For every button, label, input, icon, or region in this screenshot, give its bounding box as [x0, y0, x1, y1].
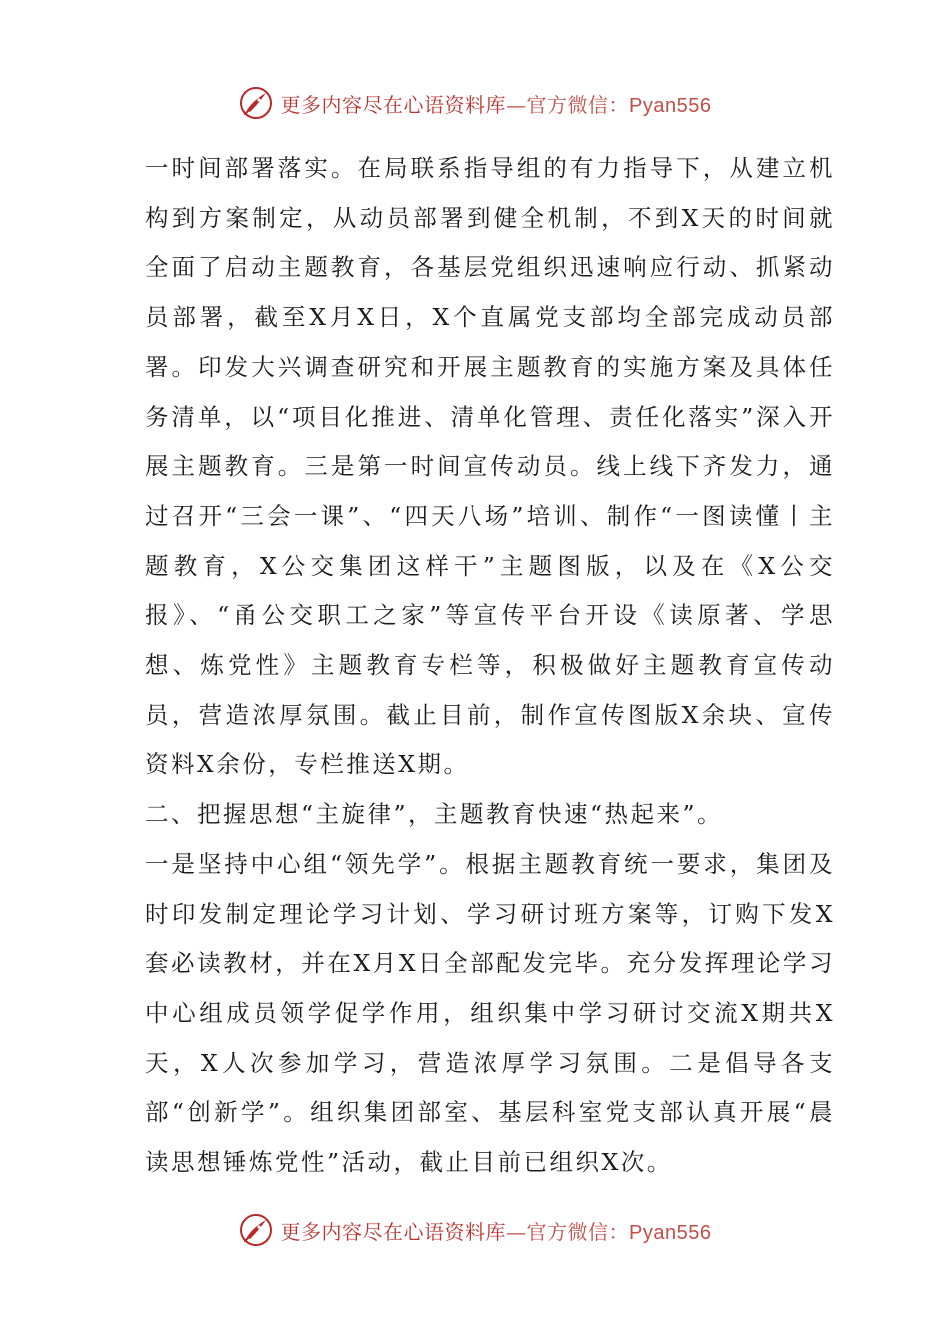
- header-banner-content: [239, 86, 712, 120]
- banner-wechat-label: 官方微信：: [526, 92, 630, 117]
- header-banner-text: [281, 89, 712, 118]
- footer-banner-content: [239, 1213, 712, 1247]
- paragraph-3: 一是坚持中心组“领先学”。根据主题教育统一要求，集团及时印发制定理论学习计划、学习研讨班方案等，订购下发X套必读教材，并在X月X日全部配发完毕。充分发挥理论学习中心组成员领学促学作用，组织集中学习研讨交流X期共X天，X人次参加学习，营造浓厚学习氛围。二是倡导各支部“创新学”。组织集团部室、基层科室党支部认真开展“晨读思想锤炼党性”活动，截止目前已组织X次。: [145, 849, 835, 1177]
- pen-nib-logo-icon: [239, 86, 273, 120]
- banner-wechat-id: Pyan556: [629, 94, 712, 117]
- footer-banner: [0, 1210, 950, 1250]
- banner-wechat-label: 官方微信：: [526, 1219, 630, 1244]
- banner-brand-text: 更多内容尽在心语资料库: [280, 1219, 507, 1244]
- pen-nib-logo-icon: [239, 1213, 273, 1247]
- document-body: [145, 144, 835, 1188]
- paragraph-1: 一时间部署落实。在局联系指导组的有力指导下，从建立机构到方案制定，从动员部署到健全机制，不到X天的时间就全面了启动主题教育，各基层党组织迅速响应行动、抓紧动员部署，截至X月X日，X个直属党支部均全部完成动员部署。印发大兴调查研究和开展主题教育的实施方案及具体任务清单，以“项目化推进、清单化管理、责任化落实”深入开展主题教育。三是第一时间宣传动员。线上线下齐发力，通过召开“三会一课”、“四天八场”培训、制作“一图读懂丨主题教育，X公交集团这样干”主题图版，以及在《X公交报》、“甬公交职工之家”等宣传平台开设《读原著、学思想、炼党性》主题教育专栏等，积极做好主题教育宣传动员，营造浓厚氛围。截止目前，制作宣传图版X余块、宣传资料X余份，专栏推送X期。: [145, 154, 835, 779]
- section-heading-2: 二、把握思想“主旋律”，主题教育快速“热起来”。: [145, 800, 724, 829]
- header-banner: [0, 83, 950, 123]
- banner-separator: —: [506, 92, 527, 117]
- banner-wechat-id: Pyan556: [629, 1221, 712, 1244]
- banner-brand-text: 更多内容尽在心语资料库: [280, 92, 507, 117]
- footer-banner-text: [281, 1216, 712, 1245]
- banner-separator: —: [506, 1219, 527, 1244]
